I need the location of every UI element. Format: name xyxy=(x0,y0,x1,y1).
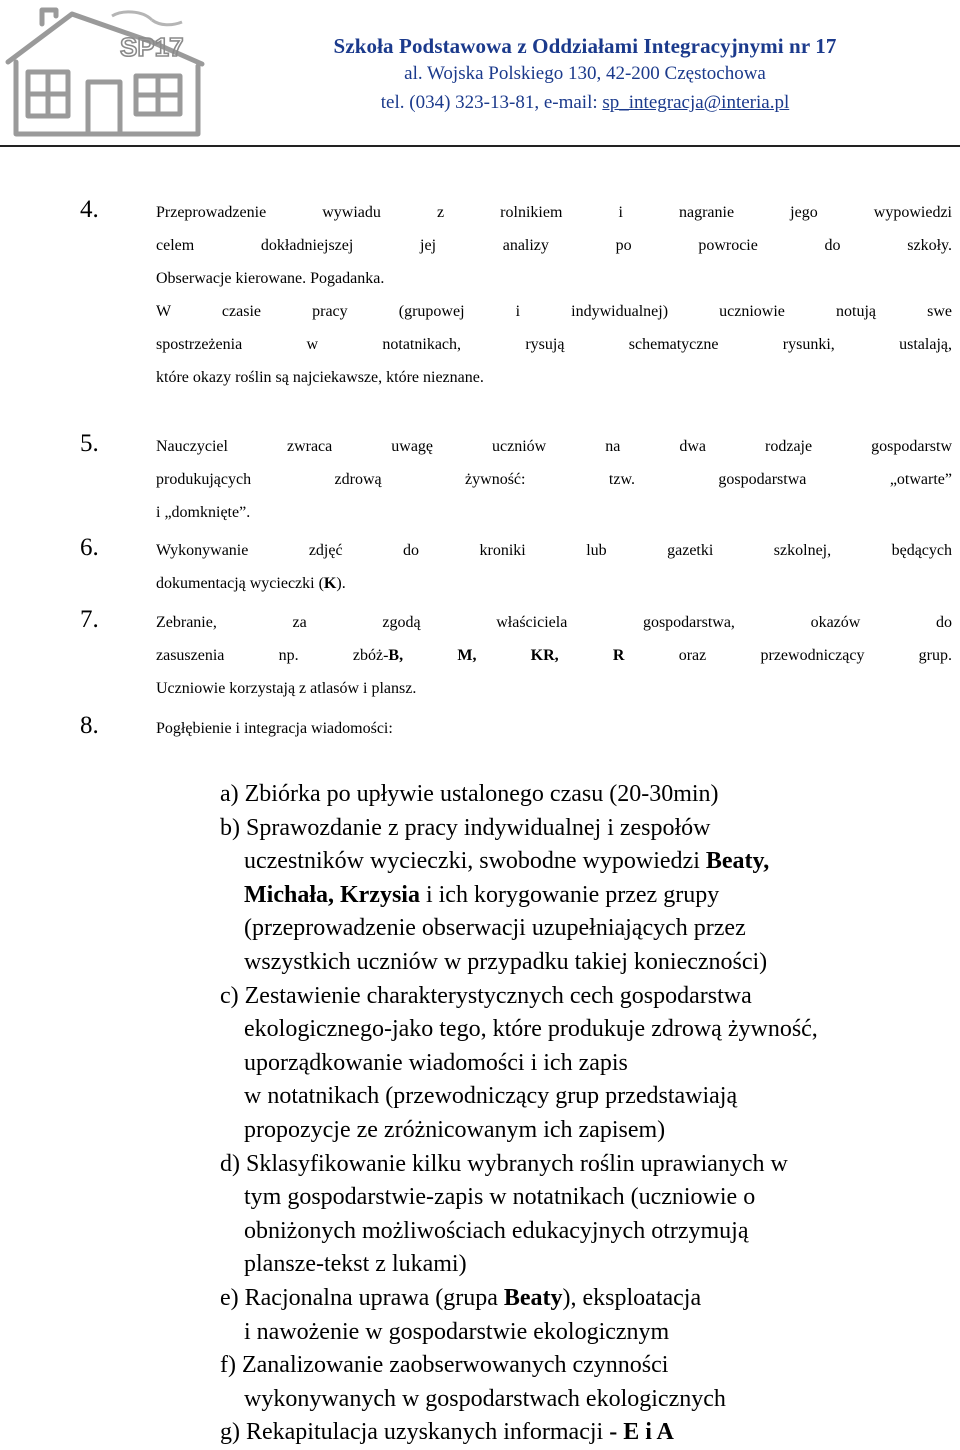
sub-item-c: c) Zestawienie charakterystycznych cech gospodarstwa xyxy=(220,982,752,1009)
text-line: produkujących zdrową żywność: tzw. gospodarstwa „otwarte” xyxy=(156,471,952,488)
school-logo xyxy=(2,2,207,142)
text-line: Obserwacje kierowane. Pogadanka. xyxy=(156,270,385,287)
text-line: celem dokładniejszej jej analizy po powrocie do szkoły. xyxy=(156,237,952,254)
text-line: i „domknięte”. xyxy=(156,504,251,521)
item-text xyxy=(156,534,952,600)
sub-item-c-line: propozycje ze zróżnicowanym ich zapisem) xyxy=(244,1116,666,1143)
sub-item-d-line: plansze-tekst z lukami) xyxy=(244,1251,467,1278)
header-divider xyxy=(0,145,960,147)
text-line: które okazy roślin są najciekawsze, które nieznane. xyxy=(156,369,484,386)
item-number: 7. xyxy=(80,606,99,633)
text-line: Pogłębienie i integracja wiadomości: xyxy=(156,720,393,737)
sub-item-f-line: wykonywanych w gospodarstwach ekologicznych xyxy=(244,1385,726,1412)
sub-item-b-line: Michała, Krzysia i ich korygowanie przez grupy xyxy=(244,881,720,908)
sub-item-b-line: wszystkich uczniów w przypadku takiej konieczności) xyxy=(244,948,768,975)
sub-item-d-line: tym gospodarstwie-zapis w notatnikach (uczniowie o xyxy=(244,1184,756,1211)
sub-item-b-line: uczestników wycieczki, swobodne wypowiedzi Beaty, xyxy=(244,848,770,875)
school-contact xyxy=(215,88,955,117)
text-line: dokumentacją wycieczki (K). xyxy=(156,575,346,592)
text-line: zasuszenia np. zbóż-B, M, KR, R oraz przewodniczący grup. xyxy=(156,647,953,664)
text-line: Zebranie, za zgodą właściciela gospodarstwa, okazów do xyxy=(156,614,952,631)
sub-item-g: g) Rekapitulacja uzyskanych informacji - E i A xyxy=(220,1419,674,1446)
text-line: Nauczyciel zwraca uwagę uczniów na dwa rodzaje gospodarstw xyxy=(156,438,952,455)
item-text xyxy=(156,430,952,529)
school-name: Szkoła Podstawowa z Oddziałami Integracyjnymi nr 17 xyxy=(333,34,837,58)
sub-item-a: a) Zbiórka po upływie ustalonego czasu (20-30min) xyxy=(220,781,719,807)
sub-item-e: e) Racjonalna uprawa (grupa Beaty), eksploatacja xyxy=(220,1284,702,1311)
item-text xyxy=(156,196,952,394)
text-line: Uczniowie korzystają z atlasów i plansz. xyxy=(156,680,417,697)
text-line: Przeprowadzenie wywiadu z rolnikiem i nagranie jego wypowiedzi xyxy=(156,204,952,221)
sub-item-e-line: i nawożenie w gospodarstwie ekologicznym xyxy=(244,1318,670,1345)
text-line: spostrzeżenia w notatnikach, rysują schematyczne rysunki, ustalają, xyxy=(156,336,952,353)
text-line: Wykonywanie zdjęć do kroniki lub gazetki szkolnej, będących xyxy=(156,542,952,559)
house-logo-icon xyxy=(2,2,207,142)
sub-item-c-line: ekologicznego-jako tego, które produkuje zdrową żywność, xyxy=(244,1016,818,1043)
school-address: al. Wojska Polskiego 130, 42-200 Częstochowa xyxy=(404,63,766,84)
email-link[interactable]: sp_integracja@interia.pl xyxy=(602,92,790,113)
sub-item-f: f) Zanalizowanie zaobserwowanych czynności xyxy=(220,1352,669,1379)
item-number: 5. xyxy=(80,430,99,457)
logo-text: SP17 xyxy=(120,32,184,62)
item-number: 8. xyxy=(80,712,99,739)
item-text xyxy=(156,606,952,705)
sub-item-c-line: w notatnikach (przewodniczący grup przedstawiają xyxy=(244,1083,738,1110)
sub-item-d: d) Sklasyfikowanie kilku wybranych roślin uprawianych w xyxy=(220,1150,788,1177)
item-number: 4. xyxy=(80,196,99,223)
sub-item-b: b) Sprawozdanie z pracy indywidualnej i zespołów xyxy=(220,814,711,841)
item-text xyxy=(156,712,952,745)
school-header xyxy=(215,34,955,117)
phone-text: tel. (034) 323-13-81, e-mail: xyxy=(380,92,603,113)
text-line: W czasie pracy (grupowej i indywidualnej) uczniowie notują swe xyxy=(156,303,952,320)
item-number: 6. xyxy=(80,534,99,561)
sub-item-d-line: obniżonych możliwościach edukacyjnych otrzymują xyxy=(244,1217,749,1244)
sub-list xyxy=(220,778,940,1450)
sub-item-c-line: uporządkowanie wiadomości i ich zapis xyxy=(244,1049,628,1076)
sub-item-b-line: (przeprowadzenie obserwacji uzupełniających przez xyxy=(244,915,746,942)
